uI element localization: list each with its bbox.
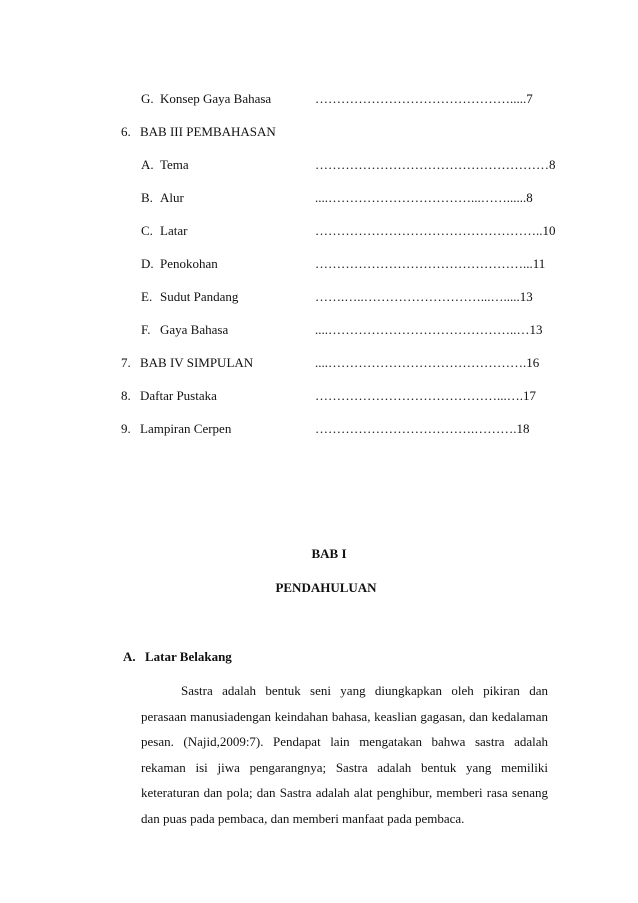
toc-entry-sudut-pandang xyxy=(0,287,638,307)
toc-entry-tema xyxy=(0,155,638,175)
toc-marker: C. xyxy=(141,223,153,238)
toc-leader-page: ………………………………………………8 xyxy=(315,157,556,172)
toc-leader-page: ……………………………………………..10 xyxy=(315,223,556,238)
section-title: Latar Belakang xyxy=(145,649,232,664)
toc-marker: A. xyxy=(141,157,154,172)
toc-marker: 6. xyxy=(121,124,131,139)
toc-marker: F. xyxy=(141,322,151,337)
toc-label: Alur xyxy=(160,190,184,205)
toc-entry-latar xyxy=(0,221,638,241)
section-letter: A. xyxy=(123,649,136,664)
toc-leader-page: ……………………………………...….17 xyxy=(315,388,536,403)
body-paragraph: Sastra adalah bentuk seni yang diungkapkan oleh pikiran dan perasaan manusiadengan keindahan bahasa, keaslian gagasan, dan kedalaman pesan. (Najid,2009:7). Pendapat lain mengatakan bahwa sastra adalah rekaman isi jiwa pengarangnya; Sastra adalah bentuk yang memiliki keteraturan dan pola; dan Sastra adalah alat penghibur, memberi rasa senang dan puas pada pembaca, dan memberi manfaat pada pembaca. xyxy=(141,683,548,826)
toc-leader-page: …….…..………………………...….....13 xyxy=(315,289,533,304)
toc-leader-page: ....……………………………………….16 xyxy=(315,355,540,370)
toc-entry-bab-iii xyxy=(0,122,638,142)
toc-entry-penokohan xyxy=(0,254,638,274)
toc-marker: 9. xyxy=(121,421,131,436)
toc-label: BAB III PEMBAHASAN xyxy=(140,124,276,139)
toc-label: Gaya Bahasa xyxy=(160,322,229,337)
toc-marker: E. xyxy=(141,289,153,304)
toc-label: Latar xyxy=(160,223,188,238)
toc-leader-page: ……………………………….……….18 xyxy=(315,421,530,436)
toc-leader-page: ....……………………………...……......8 xyxy=(315,190,533,205)
toc-marker: 8. xyxy=(121,388,131,403)
toc-label: Konsep Gaya Bahasa xyxy=(160,91,272,106)
toc-leader-page: ....……………………………………..…13 xyxy=(315,322,543,337)
toc-entry-gaya-bahasa xyxy=(0,320,638,340)
toc-label: BAB IV SIMPULAN xyxy=(140,355,254,370)
toc-entry-lampiran-cerpen xyxy=(0,419,638,439)
toc-label: Sudut Pandang xyxy=(160,289,239,304)
toc-label: Lampiran Cerpen xyxy=(140,421,232,436)
toc-label: Penokohan xyxy=(160,256,218,271)
toc-marker: B. xyxy=(141,190,153,205)
chapter-title: PENDAHULUAN xyxy=(275,580,377,595)
toc-entry-alur xyxy=(0,188,638,208)
toc-label: Tema xyxy=(160,157,189,172)
toc-entry-bab-iv xyxy=(0,353,638,373)
toc-marker: D. xyxy=(141,256,154,271)
toc-marker: 7. xyxy=(121,355,131,370)
chapter-number: BAB I xyxy=(311,546,347,561)
toc-leader-page: …………………………………………...11 xyxy=(315,256,546,271)
toc-entry-konsep-gaya-bahasa xyxy=(0,89,638,109)
toc-label: Daftar Pustaka xyxy=(140,388,217,403)
section-heading xyxy=(123,647,232,667)
toc-leader-page: ……………………………………….....7 xyxy=(315,91,533,106)
toc-entry-daftar-pustaka xyxy=(0,386,638,406)
toc-marker: G. xyxy=(141,91,154,106)
